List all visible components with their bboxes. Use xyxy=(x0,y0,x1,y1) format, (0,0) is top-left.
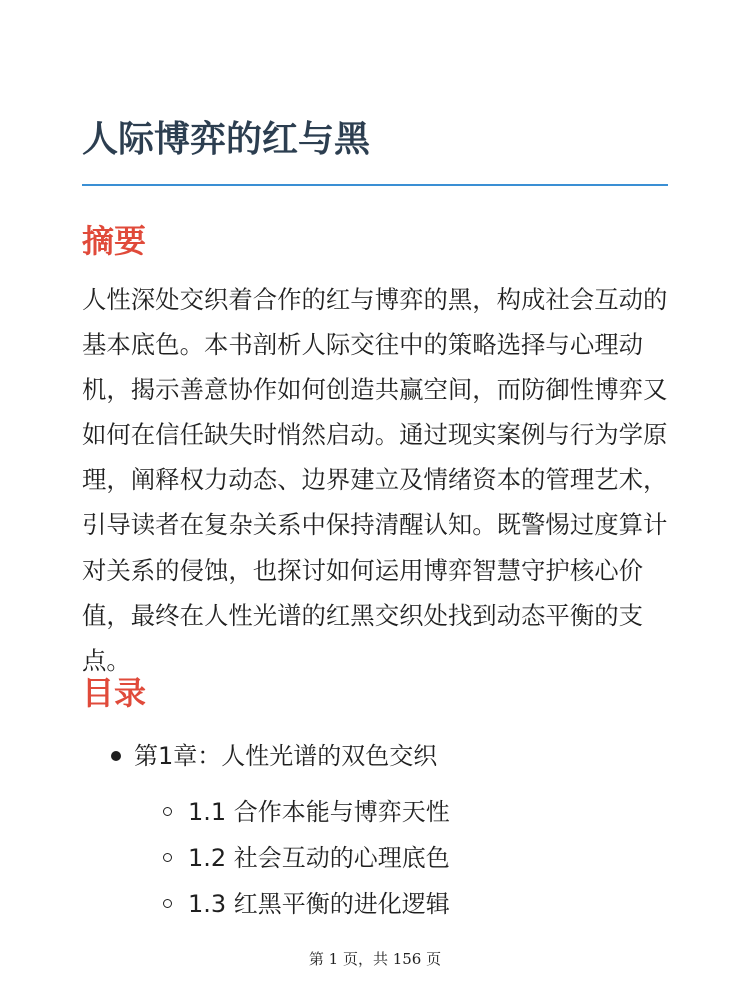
bullet-disc-icon xyxy=(111,751,121,761)
page-number: 第 1 页，共 156 页 xyxy=(308,950,442,968)
abstract-heading: 摘要 xyxy=(82,222,147,260)
bullet-circle-icon xyxy=(163,853,172,862)
abstract-paragraph: 人性深处交织着合作的红与博弈的黑，构成社会互动的基本底色。本书剖析人际交往中的策略选择与心理动机，揭示善意协作如何创造共赢空间，而防御性博弈又如何在信任缺失时悄然启动。通过现实案例与行为学原理，阐释权力动态、边界建立及情绪资本的管理艺术，引导读者在复杂关系中保持清醒认知。既警惕过度算计对关系的侵蚀，也探讨如何运用博弈智慧守护核心价值，最终在人性光谱的红黑交织处找到动态平衡的支点。 xyxy=(82,285,668,675)
toc-section-1-3[interactable]: 1.3 红黑平衡的进化逻辑 xyxy=(188,890,450,918)
toc-heading: 目录 xyxy=(82,674,147,712)
bullet-circle-icon xyxy=(163,899,172,908)
toc-section-1-2[interactable]: 1.2 社会互动的心理底色 xyxy=(188,844,450,872)
toc-chapter-1[interactable]: 第1章：人性光谱的双色交织 xyxy=(134,742,438,770)
document-title: 人际博弈的红与黑 xyxy=(82,119,371,160)
toc-section-1-1[interactable]: 1.1 合作本能与博弈天性 xyxy=(188,798,450,826)
bullet-circle-icon xyxy=(163,807,172,816)
title-divider xyxy=(82,184,668,186)
